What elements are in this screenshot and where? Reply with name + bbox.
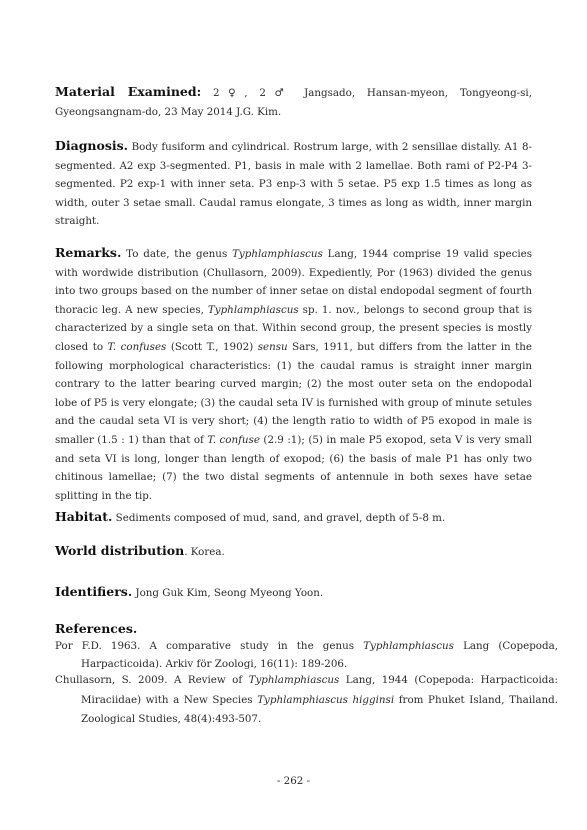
remarks-text-3: sp. 1. nov., belongs to second group that is characterized by a single seta on that. Within second group, the present species is mostly closed to bbox=[55, 303, 532, 353]
remarks-text-4: (Scott T., 1902) bbox=[166, 340, 258, 353]
page-number: - 262 - bbox=[276, 775, 311, 787]
habitat-heading: Habitat. bbox=[55, 509, 113, 524]
material-examined-section bbox=[55, 83, 532, 121]
world-distribution-section bbox=[55, 542, 532, 562]
ref2-text-a: Chullasorn, S. 2009. A Review of bbox=[55, 674, 249, 686]
ref2-text-b: Lang, 1944 (Copepoda: Harpacticoida: Miraciidae) with a New Species bbox=[81, 674, 558, 706]
ref2-text-c: from Phuket Island, Thailand. Zoological Studies, 48(4):493-507. bbox=[81, 693, 559, 725]
remarks-sensu: sensu bbox=[257, 340, 288, 353]
diagnosis-text: Body fusiform and cylindrical. Rostrum large, with 2 sensillae distally. A1 8-segmented. A2 exp 3-segmented. P1, basis in male with 2 lamellae. Both rami of P2-P4 3-segmented. P2 exp-1 with inner seta. P3 enp-3 with 5 setae. P5 exp 1.5 times as long as width, outer 3 setae small. Caudal ramus elongate, 3 times as long as width, inner margin straight. bbox=[55, 141, 532, 228]
remarks-species-2: T. confuse bbox=[207, 433, 260, 446]
remarks-section bbox=[55, 244, 532, 505]
ref1-text-b: Lang (Copepoda, Harpacticoida). Arkiv för Zoologi, 16(11): 189-206. bbox=[81, 640, 558, 670]
reference-item bbox=[55, 671, 558, 730]
references-heading: References. bbox=[55, 621, 138, 636]
remarks-genus-1: Typhlamphiascus bbox=[232, 248, 323, 260]
habitat-section bbox=[55, 508, 532, 528]
ref1-text-a: Por F.D. 1963. A comparative study in the genus bbox=[55, 640, 364, 652]
remarks-species-1: T. confuses bbox=[107, 340, 167, 353]
diagnosis-section bbox=[55, 137, 532, 231]
ref2-genus: Typhlamphiascus bbox=[248, 674, 340, 686]
remarks-text-5: Sars, 1911, but differs from the latter in the following morphological characteristics: (1) the caudal ramus is straight inner margin contrary to the latter bearing curved margin; (2) the most outer seta on the endopodal lobe of P5 is very elongate; (3) the caudal seta IV is furnished with group of minute setules and the caudal seta VI is very short; (4) the length ratio to width of P5 exopod in male is smaller (1.5 : 1) than that of bbox=[55, 340, 532, 446]
ref2-species: Typhlamphiascus higginsi bbox=[257, 693, 395, 706]
diagnosis-heading: Diagnosis. bbox=[55, 138, 129, 153]
remarks-text-1: To date, the genus bbox=[121, 248, 233, 260]
world-distribution-heading: World distribution bbox=[55, 543, 185, 558]
habitat-text: Sediments composed of mud, sand, and gravel, depth of 5-8 m. bbox=[112, 512, 446, 524]
world-distribution-text: . Korea. bbox=[184, 546, 225, 558]
material-heading: Material Examined: bbox=[55, 84, 202, 99]
references-section bbox=[55, 620, 532, 640]
reference-item bbox=[55, 638, 558, 673]
remarks-heading: Remarks. bbox=[55, 245, 122, 260]
material-line-2: Gyeongsangnam-do, 23 May 2014 J.G. Kim. bbox=[55, 105, 282, 118]
remarks-text-2: Lang, 1944 comprise 19 valid species with wordwide distribution (Chullasorn, 2009). Expediently, Por (1963) divided the genus into two groups based on the number of inner setae on distal endopodal segment of fourth thoracic leg. A new species, bbox=[55, 248, 533, 316]
remarks-text-6: (2.9 :1); (5) in male P5 exopod, seta V is very small and seta VI is long, longer than length of exopod; (6) the basis of male P1 has only two chitinous lamellae; (7) the two distal segments of antennule in both sexes have setae splitting in the tip. bbox=[55, 433, 532, 502]
identifiers-heading: Identifiers. bbox=[55, 584, 133, 599]
material-text-a: 2♀, 2♂ Jangsado, Hansan-myeon, Tongyeong-si, bbox=[201, 87, 532, 99]
remarks-genus-2: Typhlamphiascus bbox=[207, 303, 299, 316]
ref1-genus: Typhlamphiascus bbox=[363, 640, 454, 652]
material-line-1 bbox=[55, 83, 532, 103]
identifiers-section bbox=[55, 583, 532, 603]
identifiers-text: Jong Guk Kim, Seong Myeong Yoon. bbox=[132, 587, 324, 599]
